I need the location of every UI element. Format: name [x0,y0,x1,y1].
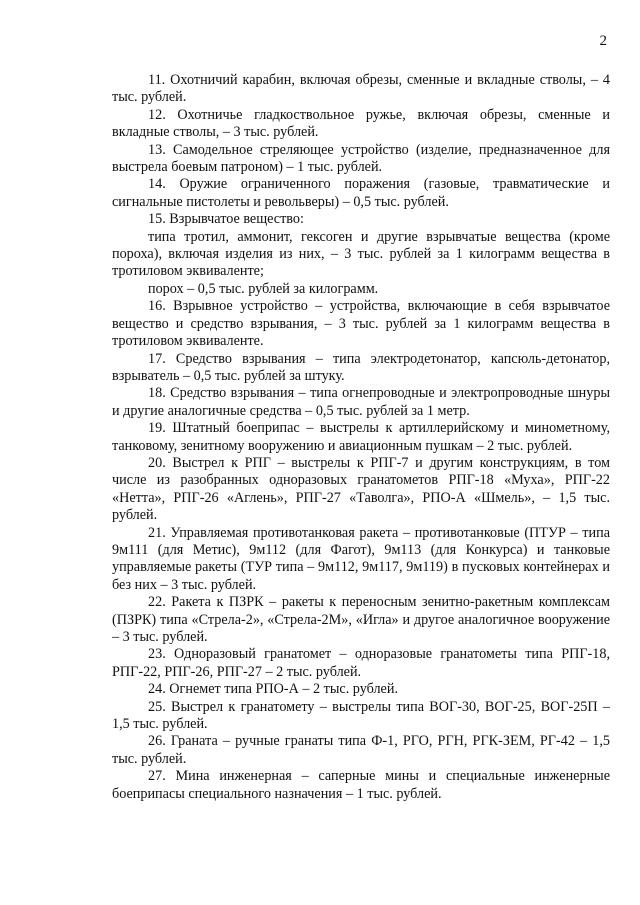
paragraph-item-24: 24. Огнемет типа РПО-А – 2 тыс. рублей. [148,681,398,698]
paragraph-item-25: 25. Выстрел к гранатомету – выстрелы типа ВОГ-30, ВОГ-25, ВОГ-25П – 1,5 тыс. рублей. [112,698,610,733]
paragraph-item-16: 16. Взрывное устройство – устройства, включающие в себя взрывчатое вещество и средство взрывания, – 3 тыс. рублей за 1 килограмм вещества в тротиловом эквиваленте. [112,298,610,350]
paragraph-item-20: 20. Выстрел к РПГ – выстрелы к РПГ-7 и другим конструкциям, в том числе из разобранных одноразовых гранатометов РПГ-18 «Муха», РПГ-22 «Нетта», РПГ-26 «Аглень», РПГ-27 «Таволга», РПО-А «Шмель», – 1,5 тыс. рублей. [112,454,610,524]
paragraph-item-17: 17. Средство взрывания – типа электродетонатор, капсюль-детонатор, взрыватель – 0,5 тыс. рублей за штуку. [112,350,610,384]
paragraph-item-21: 21. Управляемая противотанковая ракета – противотанковые (ПТУР – типа 9м111 (для Метис), 9м112 (для Фагот), 9м113 (для Конкурса) и танковые управляемые ракеты (ТУР типа – 9м112, 9м117, 9м119) в пусковых контейнерах и без них – 3 тыс. рублей. [112,524,610,593]
paragraph-item-14: 14. Оружие ограниченного поражения (газовые, травматические и сигнальные пистолеты и револьверы) – 0,5 тыс. рублей. [112,176,610,210]
paragraph-item-11: 11. Охотничий карабин, включая обрезы, сменные и вкладные стволы, – 4 тыс. рублей. [112,72,610,106]
paragraph-item-22: 22. Ракета к ПЗРК – ракеты к переносным зенитно-ракетным комплексам (ПЗРК) типа «Стрела-2», «Стрела-2М», «Игла» и другое аналогичное вооружение – 3 тыс. рублей. [112,594,610,645]
paragraph-item-15-powder: порох – 0,5 тыс. рублей за килограмм. [148,280,379,297]
document-body [112,72,610,803]
paragraph-item-26: 26. Граната – ручные гранаты типа Ф-1, РГО, РГН, РГК-ЗЕМ, РГ-42 – 1,5 тыс. рублей. [112,733,610,767]
paragraph-item-12: 12. Охотничье гладкоствольное ружье, включая обрезы, сменные и вкладные стволы, – 3 тыс. рублей. [112,106,610,141]
paragraph-item-15-explosives: типа тротил, аммонит, гексоген и другие взрывчатые вещества (кроме пороха), включая изделия из них, – 3 тыс. рублей за 1 килограмм вещества в тротиловом эквиваленте; [112,228,610,280]
paragraph-item-23: 23. Одноразовый гранатомет – одноразовые гранатометы типа РПГ-18, РПГ-22, РПГ-26, РПГ-27 – 2 тыс. рублей. [112,646,610,680]
paragraph-item-13: 13. Самодельное стреляющее устройство (изделие, предназначенное для выстрела боевым патроном) – 1 тыс. рублей. [112,141,610,176]
paragraph-item-19: 19. Штатный боеприпас – выстрелы к артиллерийскому и минометному, танковому, зенитному вооружению и авиационным пушкам – 2 тыс. рублей. [112,420,610,454]
page-number: 2 [599,33,607,49]
paragraph-item-15: 15. Взрывчатое вещество: [148,211,304,228]
paragraph-item-18: 18. Средство взрывания – типа огнепроводные и электропроводные шнуры и другие аналогичные средства – 0,5 тыс. рублей за 1 метр. [112,385,610,419]
paragraph-item-27: 27. Мина инженерная – саперные мины и специальные инженерные боеприпасы специального назначения – 1 тыс. рублей. [112,768,610,802]
